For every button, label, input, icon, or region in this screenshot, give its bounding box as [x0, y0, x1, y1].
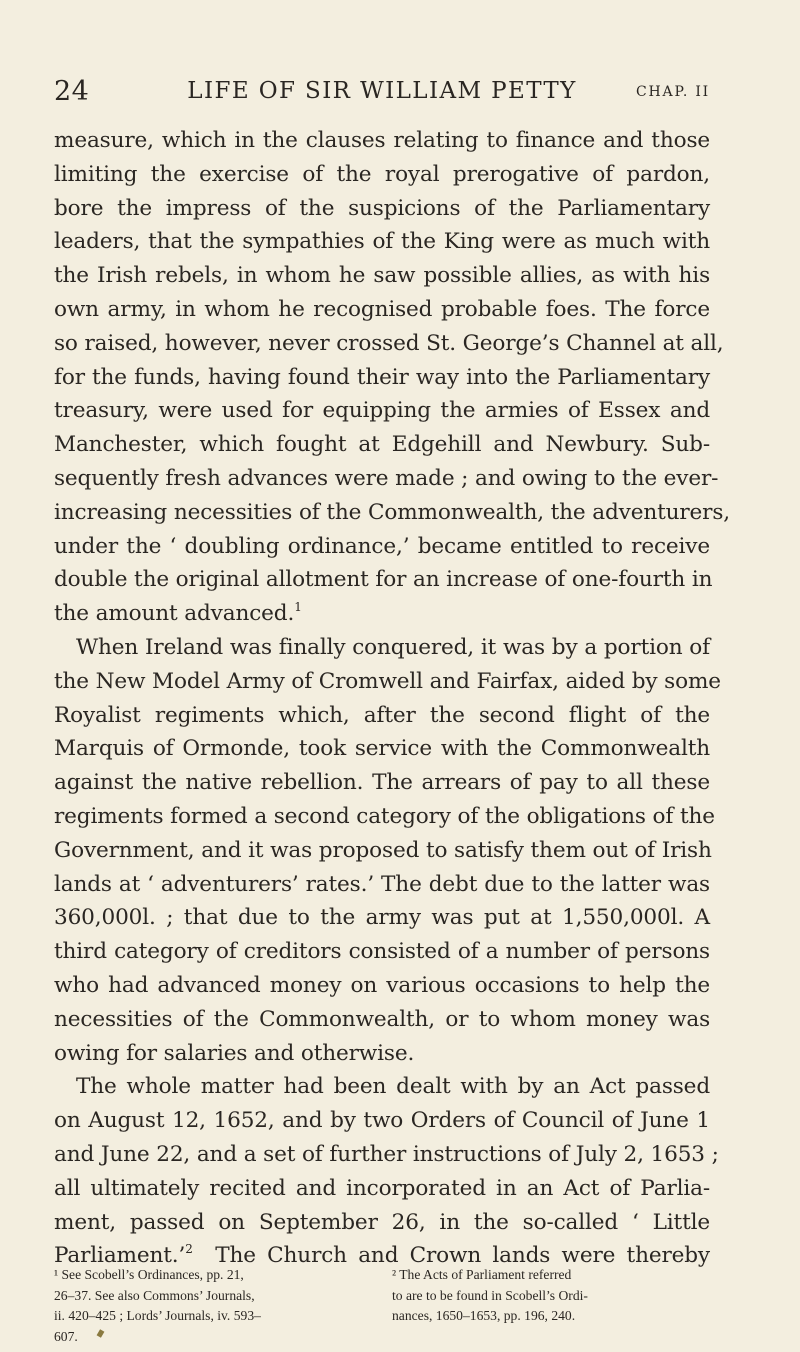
text-line: so raised, however, never crossed St. George’s Channel at all,	[54, 330, 724, 356]
text-line: Marquis of Ormonde, took service with the Commonwealth	[54, 736, 710, 762]
footnote-line: 607.	[54, 1328, 78, 1344]
text-line: Royalist regiments which, after the second flight of the	[54, 702, 710, 728]
footnote-line: ii. 420–425 ; Lords’ Journals, iv. 593–	[54, 1308, 261, 1323]
footnote-ref[interactable]: 2	[185, 1242, 193, 1257]
text-line: Government, and it was proposed to satisfy them out of Irish	[54, 837, 712, 863]
text-line: treasury, were used for equipping the armies of Essex and	[54, 398, 710, 424]
text-line: bore the impress of the suspicions of the Parliamentary	[54, 195, 710, 221]
text-line: on August 12, 1652, and by two Orders of Council of June 1	[54, 1108, 710, 1134]
text-line: When Ireland was finally conquered, it was by a portion of	[76, 634, 710, 660]
text-line: lands at ‘ adventurers’ rates.’ The debt due to the latter was	[54, 871, 710, 897]
footnote-line: to are to be found in Scobell’s Ordi-	[392, 1287, 588, 1303]
footnote-line: ¹ See Scobell’s Ordinances, pp. 21,	[54, 1267, 244, 1282]
text-segment: Parliament.’	[54, 1243, 186, 1269]
text-line: and June 22, and a set of further instructions of July 2, 1653 ;	[54, 1141, 719, 1167]
text-line: third category of creditors consisted of a number of persons	[54, 939, 710, 965]
text-line: double the original allotment for an increase of one-fourth in	[54, 567, 713, 593]
text-line: 360,000l. ; that due to the army was put at 1,550,000l. A	[54, 905, 710, 931]
text-line: the Irish rebels, in whom he saw possible allies, as with his	[54, 263, 710, 289]
text-line: measure, which in the clauses relating to finance and those	[54, 128, 710, 153]
text-line: leaders, that the sympathies of the King were as much with	[54, 229, 710, 255]
text-line: limiting the exercise of the royal prerogative of pardon,	[54, 161, 710, 187]
body-text	[54, 124, 730, 1273]
text-line: regiments formed a second category of the obligations of the	[54, 803, 715, 829]
text-line	[54, 597, 710, 631]
text-line: ment, passed on September 26, in the so-called ‘ Little	[54, 1209, 710, 1235]
text-line: The whole matter had been dealt with by an Act passed	[76, 1074, 710, 1100]
page-number: 24	[54, 76, 90, 107]
text-line: own army, in whom he recognised probable foes. The force	[54, 296, 710, 322]
footnotes	[54, 1265, 710, 1347]
text-line: the New Model Army of Cromwell and Fairfax, aided by some	[54, 668, 721, 694]
text-line: for the funds, having found their way into the Parliamentary	[54, 364, 710, 390]
footnote-line: 26–37. See also Commons’ Journals,	[54, 1287, 255, 1303]
text-line: against the native rebellion. The arrears of pay to all these	[54, 770, 710, 796]
paragraph-2	[54, 631, 721, 1070]
text-line: under the ‘ doubling ordinance,’ became entitled to receive	[54, 533, 710, 559]
chapter-label: CHAP. II	[636, 84, 710, 100]
footnote-2	[392, 1265, 710, 1347]
text-line: owing for salaries and otherwise.	[54, 1040, 415, 1066]
text-line: all ultimately recited and incorporated in an Act of Parlia-	[54, 1175, 710, 1201]
text-segment: The Church and Crown lands were thereby	[215, 1243, 710, 1269]
page-header	[54, 76, 710, 110]
paragraph-1	[54, 124, 730, 631]
text-segment: the amount advanced.	[54, 601, 295, 627]
text-line: sequently fresh advances were made ; and owing to the ever-	[54, 465, 719, 491]
text-line: increasing necessities of the Commonwealth, the adventurers,	[54, 499, 730, 525]
text-line: Manchester, which fought at Edgehill and Newbury. Sub-	[54, 432, 710, 458]
paragraph-3	[54, 1070, 719, 1273]
footnote-line: ² The Acts of Parliament referred	[392, 1267, 572, 1282]
text-line: necessities of the Commonwealth, or to whom money was	[54, 1006, 710, 1032]
running-title: LIFE OF SIR WILLIAM PETTY	[187, 78, 577, 104]
text-line: who had advanced money on various occasions to help the	[54, 972, 710, 998]
footnote-line: nances, 1650–1653, pp. 196, 240.	[392, 1308, 576, 1323]
footnote-ref[interactable]: 1	[294, 600, 302, 615]
